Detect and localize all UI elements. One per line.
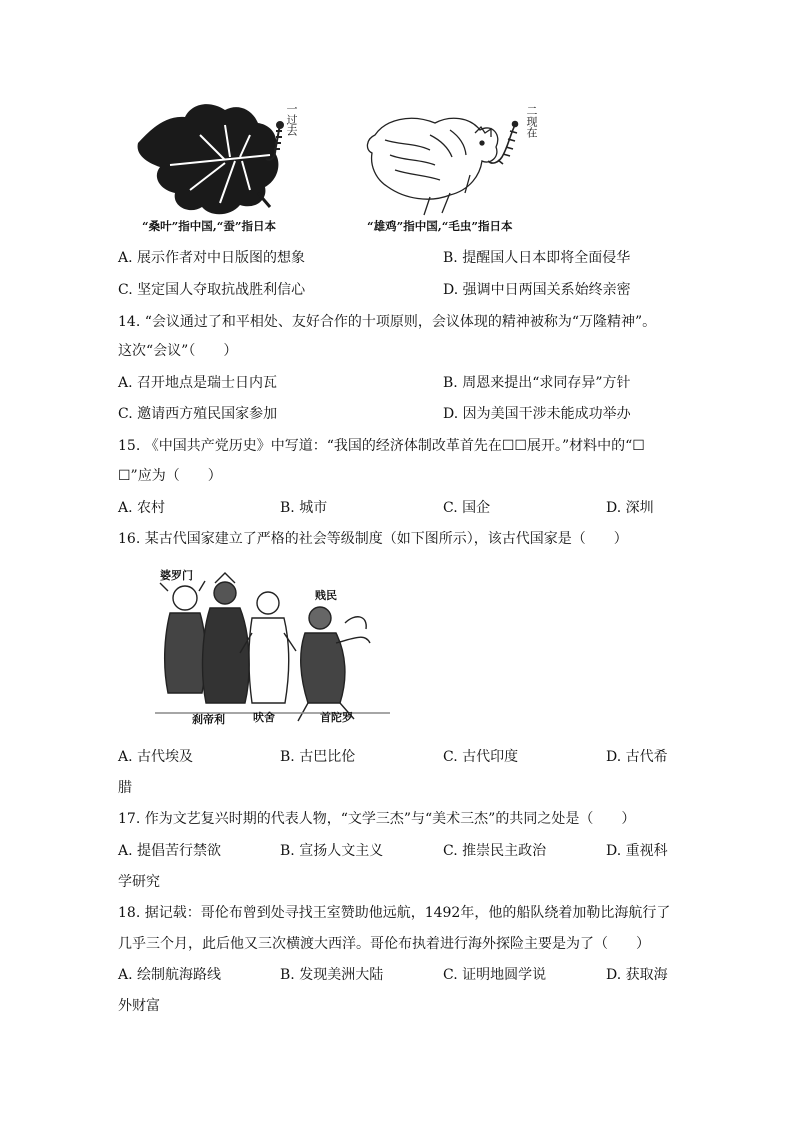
rooster-icon	[367, 118, 497, 215]
caption-right: “雄鸡”指中国,“毛虫”指日本	[367, 219, 513, 233]
q15-stem-line2: ☐”应为（ ）	[118, 468, 222, 484]
q16-stem: 16. 某古代国家建立了严格的社会等级制度（如下图所示），该古代国家是（ ）	[118, 531, 628, 547]
q13-option-a[interactable]: A. 展示作者对中日版图的想象	[118, 250, 306, 266]
label-untouchable: 贱民	[315, 589, 337, 602]
q13-option-c[interactable]: C. 坚定国人夺取抗战胜利信心	[118, 282, 306, 298]
q13-option-d[interactable]: D. 强调中日两国关系始终亲密	[443, 282, 631, 298]
label-shudra: 首陀罗	[320, 711, 353, 724]
present-label: 二现在	[525, 105, 538, 138]
caste-figure	[140, 563, 395, 728]
brahmin-figure-icon	[160, 581, 206, 693]
q14-stem-line2: 这次“会议”（ ）	[118, 343, 238, 359]
q16-option-c[interactable]: C. 古代印度	[443, 749, 519, 765]
q15-option-d[interactable]: D. 深圳	[606, 500, 654, 516]
q16-option-a[interactable]: A. 古代埃及	[118, 749, 194, 765]
q16-option-d[interactable]: D. 古代希	[606, 749, 668, 765]
q18-option-a[interactable]: A. 绘制航海路线	[118, 967, 222, 983]
q17-option-d[interactable]: D. 重视科	[606, 843, 668, 859]
q18-stem-line1: 18. 据记载：哥伦布曾到处寻找王室赞助他远航，1492年，他的船队绕着加勒比海航行了	[118, 905, 671, 921]
caterpillar-icon	[488, 122, 518, 165]
q17-stem: 17. 作为文艺复兴时期的代表人物，“文学三杰”与“美术三杰”的共同之处是（ ）	[118, 811, 636, 827]
q18-stem-line2: 几乎三个月，此后他又三次横渡大西洋。哥伦布执着进行海外探险主要是为了（ ）	[118, 936, 650, 952]
q17-option-d-wrap: 学研究	[118, 874, 160, 890]
q17-option-c[interactable]: C. 推崇民主政治	[443, 843, 547, 859]
shudra-figure-icon	[298, 607, 370, 721]
q18-option-c[interactable]: C. 证明地圆学说	[443, 967, 547, 983]
kshatriya-figure-icon	[203, 573, 250, 703]
label-brahmin: 婆罗门	[160, 569, 193, 582]
q18-option-b[interactable]: B. 发现美洲大陆	[280, 967, 384, 983]
label-kshatriya: 刹帝利	[192, 713, 225, 726]
q14-stem-line1: 14. “会议通过了和平相处、友好合作的十项原则，会议体现的精神被称为“万隆精神”。	[118, 314, 657, 330]
past-label: 一过去	[285, 103, 298, 136]
q15-option-a[interactable]: A. 农村	[118, 500, 166, 516]
q15-option-b[interactable]: B. 城市	[280, 500, 328, 516]
caption-left: “桑叶”指中国,“蚕”指日本	[142, 219, 276, 233]
q18-option-d[interactable]: D. 获取海	[606, 967, 668, 983]
q14-option-c[interactable]: C. 邀请西方殖民国家参加	[118, 406, 278, 422]
caste-illustration	[140, 563, 395, 728]
q15-stem-line1: 15. 《中国共产党历史》中写道：“我国的经济体制改革首先在☐☐展开。”材料中的“☐	[118, 438, 645, 454]
q14-option-b[interactable]: B. 周恩来提出“求同存异”方针	[443, 375, 631, 391]
cartoon-illustration	[130, 95, 550, 220]
q13-option-b[interactable]: B. 提醒国人日本即将全面侵华	[443, 250, 631, 266]
q18-option-d-wrap: 外财富	[118, 998, 160, 1014]
q17-option-b[interactable]: B. 宣扬人文主义	[280, 843, 384, 859]
q16-option-b[interactable]: B. 古巴比伦	[280, 749, 356, 765]
q15-option-c[interactable]: C. 国企	[443, 500, 491, 516]
label-vaishya: 吠舍	[253, 711, 275, 724]
q17-option-a[interactable]: A. 提倡苦行禁欲	[118, 843, 222, 859]
cartoon-figure	[130, 95, 550, 240]
q14-option-a[interactable]: A. 召开地点是瑞士日内瓦	[118, 375, 278, 391]
q14-option-d[interactable]: D. 因为美国干涉未能成功举办	[443, 406, 631, 422]
mulberry-leaf-icon	[138, 104, 279, 214]
q16-option-d-wrap: 腊	[118, 780, 132, 796]
